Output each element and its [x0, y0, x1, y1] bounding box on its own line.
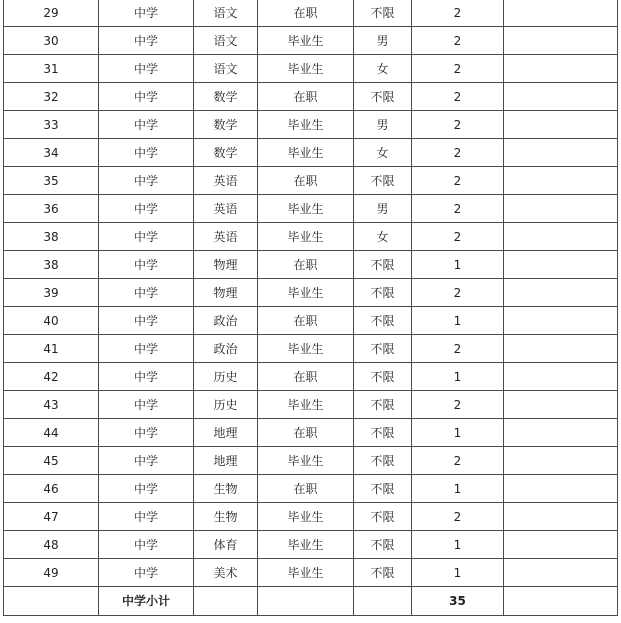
subject-cell: 历史: [194, 391, 258, 419]
subject-cell: 英语: [194, 223, 258, 251]
row-number-cell: 35: [4, 167, 99, 195]
school-level-cell: 中学: [99, 223, 194, 251]
school-level-cell: 中学: [99, 503, 194, 531]
gender-cell: 不限: [354, 559, 412, 587]
row-number-cell: 38: [4, 223, 99, 251]
subtotal-empty-cell: [194, 587, 258, 616]
subtotal-label: 中学小计: [99, 587, 194, 616]
status-cell: 在职: [258, 419, 354, 447]
gender-cell: 不限: [354, 0, 412, 27]
table-row: [4, 531, 618, 559]
headcount-cell: 1: [412, 559, 504, 587]
school-level-cell: 中学: [99, 419, 194, 447]
school-level-cell: 中学: [99, 307, 194, 335]
note-cell: [504, 167, 618, 195]
headcount-cell: 2: [412, 503, 504, 531]
note-cell: [504, 335, 618, 363]
headcount-cell: 1: [412, 363, 504, 391]
headcount-cell: 2: [412, 447, 504, 475]
status-cell: 在职: [258, 307, 354, 335]
row-number-cell: 34: [4, 139, 99, 167]
school-level-cell: 中学: [99, 531, 194, 559]
subject-cell: 历史: [194, 363, 258, 391]
subject-cell: 语文: [194, 55, 258, 83]
school-level-cell: 中学: [99, 251, 194, 279]
status-cell: 在职: [258, 363, 354, 391]
school-level-cell: 中学: [99, 27, 194, 55]
subject-cell: 政治: [194, 307, 258, 335]
status-cell: 毕业生: [258, 139, 354, 167]
status-cell: 毕业生: [258, 223, 354, 251]
headcount-cell: 2: [412, 55, 504, 83]
status-cell: 毕业生: [258, 559, 354, 587]
gender-cell: 男: [354, 27, 412, 55]
row-number-cell: 46: [4, 475, 99, 503]
school-level-cell: 中学: [99, 447, 194, 475]
note-cell: [504, 55, 618, 83]
note-cell: [504, 475, 618, 503]
row-number-cell: 47: [4, 503, 99, 531]
note-cell: [504, 111, 618, 139]
school-level-cell: 中学: [99, 335, 194, 363]
status-cell: 毕业生: [258, 447, 354, 475]
headcount-cell: 2: [412, 83, 504, 111]
row-number-cell: 41: [4, 335, 99, 363]
gender-cell: 不限: [354, 335, 412, 363]
table-row: [4, 223, 618, 251]
headcount-cell: 2: [412, 27, 504, 55]
row-number-cell: 49: [4, 559, 99, 587]
subject-cell: 数学: [194, 139, 258, 167]
note-cell: [504, 0, 618, 27]
headcount-cell: 1: [412, 307, 504, 335]
table-row: [4, 195, 618, 223]
recruitment-table: [3, 0, 618, 616]
status-cell: 毕业生: [258, 503, 354, 531]
subtotal-empty-cell: [504, 587, 618, 616]
gender-cell: 女: [354, 223, 412, 251]
table-row: [4, 419, 618, 447]
headcount-cell: 2: [412, 111, 504, 139]
school-level-cell: 中学: [99, 55, 194, 83]
status-cell: 毕业生: [258, 55, 354, 83]
table-row: [4, 391, 618, 419]
note-cell: [504, 391, 618, 419]
subject-cell: 语文: [194, 0, 258, 27]
status-cell: 毕业生: [258, 195, 354, 223]
status-cell: 在职: [258, 0, 354, 27]
gender-cell: 不限: [354, 391, 412, 419]
table-row: [4, 27, 618, 55]
row-number-cell: 39: [4, 279, 99, 307]
table-row: [4, 307, 618, 335]
headcount-cell: 2: [412, 391, 504, 419]
school-level-cell: 中学: [99, 195, 194, 223]
headcount-cell: 2: [412, 223, 504, 251]
headcount-cell: 1: [412, 531, 504, 559]
subject-cell: 美术: [194, 559, 258, 587]
table-row: [4, 167, 618, 195]
gender-cell: 男: [354, 195, 412, 223]
row-number-cell: 32: [4, 83, 99, 111]
gender-cell: 不限: [354, 279, 412, 307]
table-row: [4, 503, 618, 531]
headcount-cell: 2: [412, 279, 504, 307]
school-level-cell: 中学: [99, 111, 194, 139]
headcount-cell: 2: [412, 167, 504, 195]
note-cell: [504, 251, 618, 279]
subtotal-count: 35: [412, 587, 504, 616]
school-level-cell: 中学: [99, 391, 194, 419]
gender-cell: 不限: [354, 531, 412, 559]
gender-cell: 不限: [354, 167, 412, 195]
table-row: [4, 0, 618, 27]
school-level-cell: 中学: [99, 83, 194, 111]
note-cell: [504, 279, 618, 307]
row-number-cell: 30: [4, 27, 99, 55]
row-number-cell: 43: [4, 391, 99, 419]
table-row: [4, 335, 618, 363]
table-row: [4, 83, 618, 111]
subject-cell: 数学: [194, 83, 258, 111]
subject-cell: 英语: [194, 167, 258, 195]
gender-cell: 女: [354, 139, 412, 167]
table-row: [4, 55, 618, 83]
subject-cell: 数学: [194, 111, 258, 139]
status-cell: 毕业生: [258, 27, 354, 55]
gender-cell: 不限: [354, 363, 412, 391]
gender-cell: 男: [354, 111, 412, 139]
gender-cell: 不限: [354, 83, 412, 111]
row-number-cell: 45: [4, 447, 99, 475]
subject-cell: 物理: [194, 251, 258, 279]
note-cell: [504, 307, 618, 335]
subject-cell: 体育: [194, 531, 258, 559]
subject-cell: 物理: [194, 279, 258, 307]
note-cell: [504, 503, 618, 531]
note-cell: [504, 27, 618, 55]
row-number-cell: 48: [4, 531, 99, 559]
subtotal-empty-cell: [258, 587, 354, 616]
note-cell: [504, 531, 618, 559]
status-cell: 毕业生: [258, 531, 354, 559]
note-cell: [504, 83, 618, 111]
status-cell: 毕业生: [258, 391, 354, 419]
table-row: [4, 111, 618, 139]
gender-cell: 不限: [354, 251, 412, 279]
table-row: [4, 475, 618, 503]
headcount-cell: 2: [412, 195, 504, 223]
status-cell: 毕业生: [258, 279, 354, 307]
gender-cell: 不限: [354, 419, 412, 447]
note-cell: [504, 223, 618, 251]
row-number-cell: 42: [4, 363, 99, 391]
subject-cell: 政治: [194, 335, 258, 363]
note-cell: [504, 559, 618, 587]
table-row: [4, 139, 618, 167]
row-number-cell: 33: [4, 111, 99, 139]
school-level-cell: 中学: [99, 559, 194, 587]
subject-cell: 生物: [194, 475, 258, 503]
note-cell: [504, 363, 618, 391]
gender-cell: 不限: [354, 447, 412, 475]
row-number-cell: 44: [4, 419, 99, 447]
table-row: [4, 447, 618, 475]
headcount-cell: 1: [412, 475, 504, 503]
status-cell: 在职: [258, 251, 354, 279]
gender-cell: 女: [354, 55, 412, 83]
school-level-cell: 中学: [99, 167, 194, 195]
status-cell: 在职: [258, 83, 354, 111]
subtotal-empty-cell: [354, 587, 412, 616]
table-row: [4, 279, 618, 307]
note-cell: [504, 195, 618, 223]
note-cell: [504, 447, 618, 475]
status-cell: 毕业生: [258, 335, 354, 363]
school-level-cell: 中学: [99, 0, 194, 27]
school-level-cell: 中学: [99, 363, 194, 391]
table-row: [4, 363, 618, 391]
note-cell: [504, 139, 618, 167]
subtotal-empty-cell: [4, 587, 99, 616]
school-level-cell: 中学: [99, 475, 194, 503]
status-cell: 在职: [258, 167, 354, 195]
gender-cell: 不限: [354, 503, 412, 531]
row-number-cell: 36: [4, 195, 99, 223]
gender-cell: 不限: [354, 307, 412, 335]
table-row: [4, 559, 618, 587]
subject-cell: 地理: [194, 447, 258, 475]
headcount-cell: 1: [412, 419, 504, 447]
status-cell: 在职: [258, 475, 354, 503]
row-number-cell: 29: [4, 0, 99, 27]
subtotal-row: [4, 587, 618, 616]
school-level-cell: 中学: [99, 139, 194, 167]
headcount-cell: 2: [412, 0, 504, 27]
table-body: [4, 0, 618, 616]
subject-cell: 英语: [194, 195, 258, 223]
headcount-cell: 1: [412, 251, 504, 279]
row-number-cell: 40: [4, 307, 99, 335]
status-cell: 毕业生: [258, 111, 354, 139]
table-row: [4, 251, 618, 279]
row-number-cell: 31: [4, 55, 99, 83]
subject-cell: 生物: [194, 503, 258, 531]
gender-cell: 不限: [354, 475, 412, 503]
row-number-cell: 38: [4, 251, 99, 279]
subject-cell: 地理: [194, 419, 258, 447]
school-level-cell: 中学: [99, 279, 194, 307]
headcount-cell: 2: [412, 335, 504, 363]
headcount-cell: 2: [412, 139, 504, 167]
note-cell: [504, 419, 618, 447]
subject-cell: 语文: [194, 27, 258, 55]
